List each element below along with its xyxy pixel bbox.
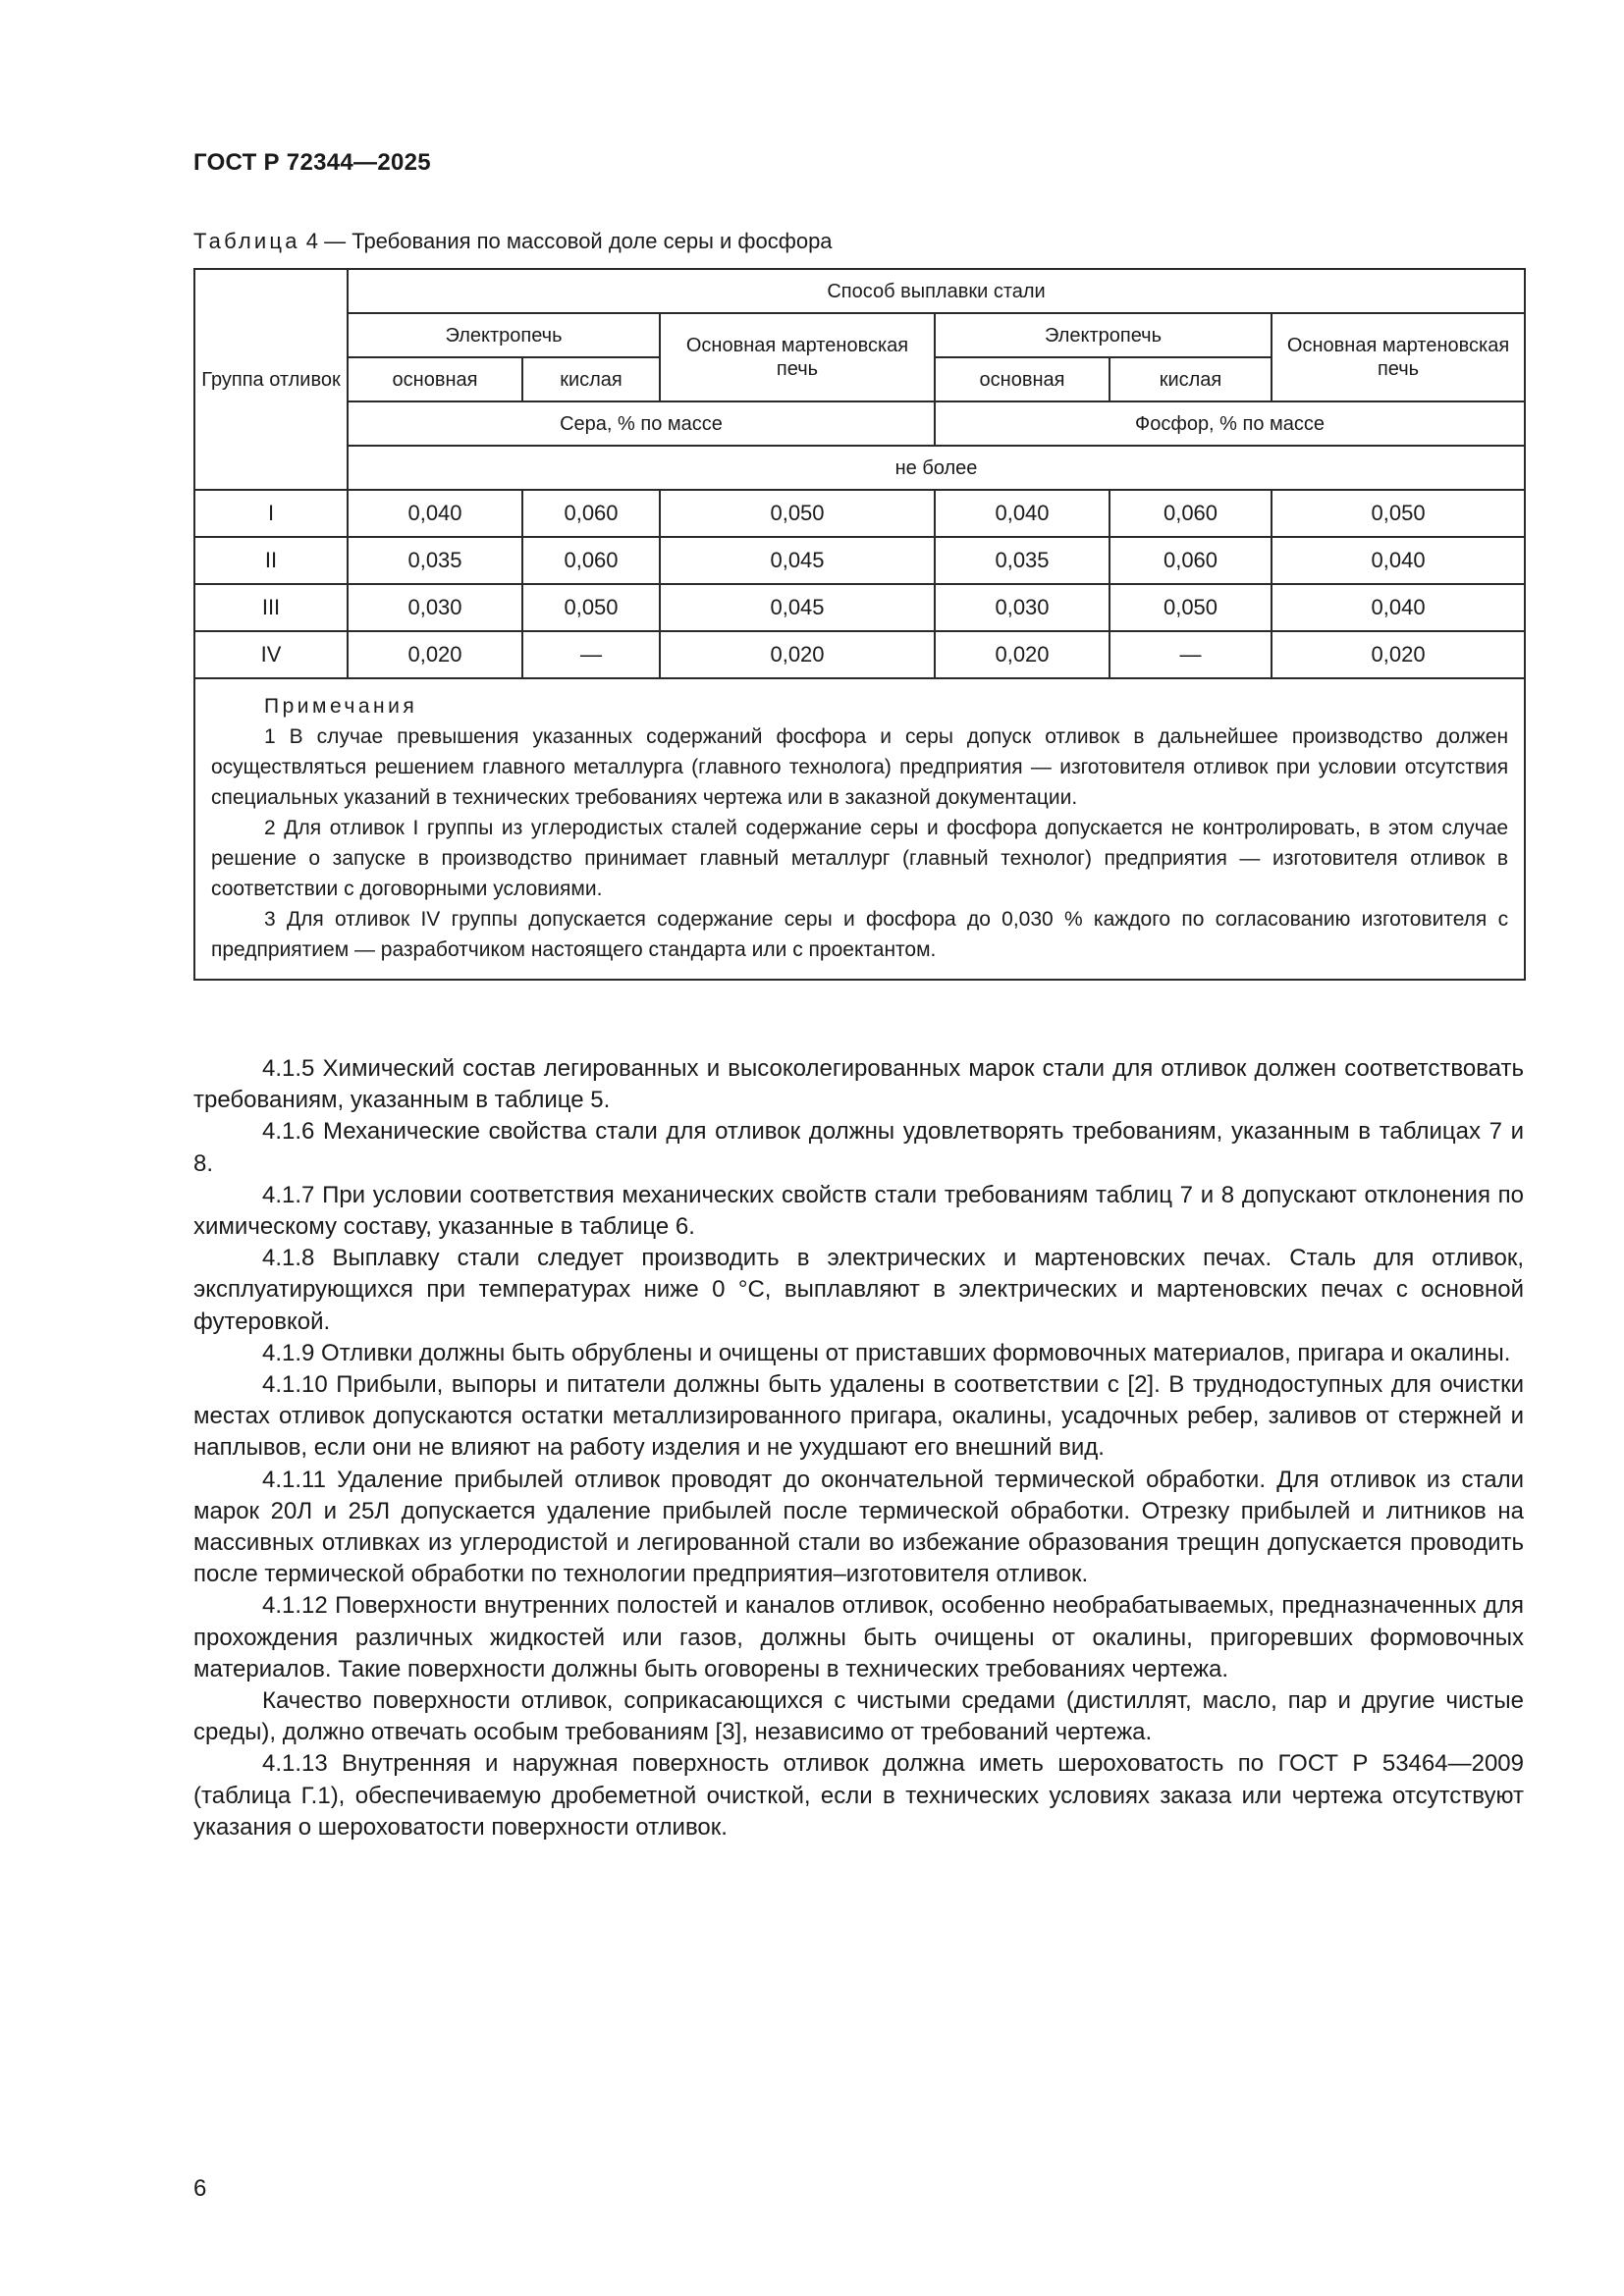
table-caption-title: 4 — Требования по массовой доле серы и фосфора — [299, 229, 833, 253]
page-number: 6 — [193, 2175, 207, 2202]
note-item: 3 Для отливок IV группы допускается содержание серы и фосфора до 0,030 % каждого по согласованию изготовителя с предприятием — разработчиком настоящего стандарта или с проектантом. — [211, 908, 1509, 961]
notes-title: Примечания — [264, 695, 418, 718]
phosphorus-open-hearth-cell: 0,040 — [1272, 537, 1525, 584]
sulfur-basic-header: основная — [348, 357, 522, 401]
sulfur-open-hearth-cell: 0,020 — [660, 631, 935, 678]
table-caption — [193, 229, 833, 254]
phosphorus-electric-furnace-header: Электропечь — [935, 313, 1272, 357]
phosphorus-acid-cell: — — [1110, 631, 1272, 678]
sulfur-open-hearth-cell: 0,050 — [660, 490, 935, 537]
sulfur-basic-cell: 0,040 — [348, 490, 522, 537]
paragraph: 4.1.13 Внутренняя и наружная поверхность отливок должна иметь шероховатость по ГОСТ Р 53464—2009 (таблица Г.1), обеспечиваемую дробеметной очисткой, если в технических условиях заказа или чертежа отсутствуют указания о шероховатости поверхности отливок. — [193, 1750, 1524, 1841]
phosphorus-basic-cell: 0,030 — [935, 584, 1110, 631]
phosphorus-acid-header: кислая — [1110, 357, 1272, 401]
group-cell: III — [194, 584, 348, 631]
paragraph: 4.1.6 Механические свойства стали для отливок должны удовлетворять требованиям, указанным в таблицах 7 и 8. — [193, 1118, 1524, 1177]
sulfur-acid-cell: 0,060 — [522, 537, 660, 584]
phosphorus-basic-header: основная — [935, 357, 1110, 401]
requirements-table — [193, 268, 1526, 981]
sulfur-acid-header: кислая — [522, 357, 660, 401]
body-text — [193, 1053, 1524, 1843]
group-cell: II — [194, 537, 348, 584]
sulfur-header: Сера, % по массе — [348, 401, 935, 446]
header-row-furnace — [194, 313, 1525, 357]
table-row — [194, 490, 1525, 537]
paragraph: Качество поверхности отливок, соприкасающихся с чистыми средами (дистиллят, масло, пар и другие чистые среды), должно отвечать особым требованиям [3], независимо от требований чертежа. — [193, 1687, 1524, 1746]
sulfur-open-hearth-cell: 0,045 — [660, 537, 935, 584]
phosphorus-open-hearth-cell: 0,020 — [1272, 631, 1525, 678]
note-item: 2 Для отливок I группы из углеродистых сталей содержание серы и фосфора допускается не контролировать, в этом случае решение о запуске в производство принимает главный металлург (главный технолог) предприятия — изготовителя отливок в соответствии с договорными условиями. — [211, 817, 1509, 900]
table-row — [194, 537, 1525, 584]
sulfur-open-hearth-header: Основная мартеновская печь — [660, 313, 935, 401]
header-row-limit — [194, 446, 1525, 490]
method-header-cell: Способ выплавки стали — [348, 269, 1525, 313]
sulfur-acid-cell: — — [522, 631, 660, 678]
phosphorus-acid-cell: 0,060 — [1110, 490, 1272, 537]
sulfur-acid-cell: 0,050 — [522, 584, 660, 631]
phosphorus-open-hearth-cell: 0,050 — [1272, 490, 1525, 537]
document-header: ГОСТ Р 72344—2025 — [193, 149, 431, 176]
phosphorus-acid-cell: 0,060 — [1110, 537, 1272, 584]
paragraph: 4.1.8 Выплавку стали следует производить в электрических и мартеновских печах. Сталь для отливок, эксплуатирующихся при температурах ниже 0 °С, выплавляют в электрических и мартеновских печах с основной футеровкой. — [193, 1245, 1524, 1335]
notes-cell — [194, 678, 1525, 980]
table-row — [194, 584, 1525, 631]
paragraph: 4.1.9 Отливки должны быть обрублены и очищены от приставших формовочных материалов, пригара и окалины. — [262, 1339, 1511, 1366]
phosphorus-basic-cell: 0,020 — [935, 631, 1110, 678]
table-row — [194, 631, 1525, 678]
phosphorus-basic-cell: 0,040 — [935, 490, 1110, 537]
sulfur-acid-cell: 0,060 — [522, 490, 660, 537]
sulfur-open-hearth-cell: 0,045 — [660, 584, 935, 631]
table-caption-label: Таблица — [193, 229, 300, 253]
notes-row — [194, 678, 1525, 980]
phosphorus-open-hearth-header: Основная мартеновская печь — [1272, 313, 1525, 401]
paragraph: 4.1.7 При условии соответствия механических свойств стали требованиям таблиц 7 и 8 допускают отклонения по химическому составу, указанные в таблице 6. — [193, 1181, 1524, 1241]
note-item: 1 В случае превышения указанных содержаний фосфора и серы допуск отливок в дальнейшее производство должен осуществляться решением главного металлурга (главного технолога) предприятия — изготовителя отливок при условии отсутствия специальных указаний в технических требованиях чертежа или в заказной документации. — [211, 725, 1509, 809]
phosphorus-acid-cell: 0,050 — [1110, 584, 1272, 631]
sulfur-basic-cell: 0,035 — [348, 537, 522, 584]
phosphorus-basic-cell: 0,035 — [935, 537, 1110, 584]
phosphorus-open-hearth-cell: 0,040 — [1272, 584, 1525, 631]
phosphorus-header: Фосфор, % по массе — [935, 401, 1525, 446]
header-row-element — [194, 401, 1525, 446]
sulfur-basic-cell: 0,030 — [348, 584, 522, 631]
sulfur-electric-furnace-header: Электропечь — [348, 313, 660, 357]
paragraph: 4.1.10 Прибыли, выпоры и питатели должны быть удалены в соответствии с [2]. В труднодоступных для очистки местах отливок допускаются остатки металлизированного пригара, окалины, усадочных ребер, заливов от стержней и наплывов, если они не влияют на работу изделия и не ухудшают его внешний вид. — [193, 1371, 1524, 1462]
header-row-method — [194, 269, 1525, 313]
paragraph: 4.1.5 Химический состав легированных и высоколегированных марок стали для отливок должен соответствовать требованиям, указанным в таблице 5. — [193, 1055, 1524, 1114]
paragraph: 4.1.12 Поверхности внутренних полостей и каналов отливок, особенно необрабатываемых, предназначенных для прохождения различных жидкостей или газов, должны быть очищены от окалины, пригоревших формовочных материалов. Такие поверхности должны быть оговорены в технических требованиях чертежа. — [193, 1592, 1524, 1682]
paragraph: 4.1.11 Удаление прибылей отливок проводят до окончательной термической обработки. Для отливок из стали марок 20Л и 25Л допускается удаление прибылей после термической обработки. Отрезку прибылей и литников на массивных отливках из углеродистой и легированной стали во избежание образования трещин допускается проводить после термической обработки по технологии предприятия–изготовителя отливок. — [193, 1466, 1524, 1588]
sulfur-basic-cell: 0,020 — [348, 631, 522, 678]
group-cell: I — [194, 490, 348, 537]
group-cell: IV — [194, 631, 348, 678]
group-header-cell: Группа отливок — [194, 269, 348, 490]
not-more-cell: не более — [348, 446, 1525, 490]
